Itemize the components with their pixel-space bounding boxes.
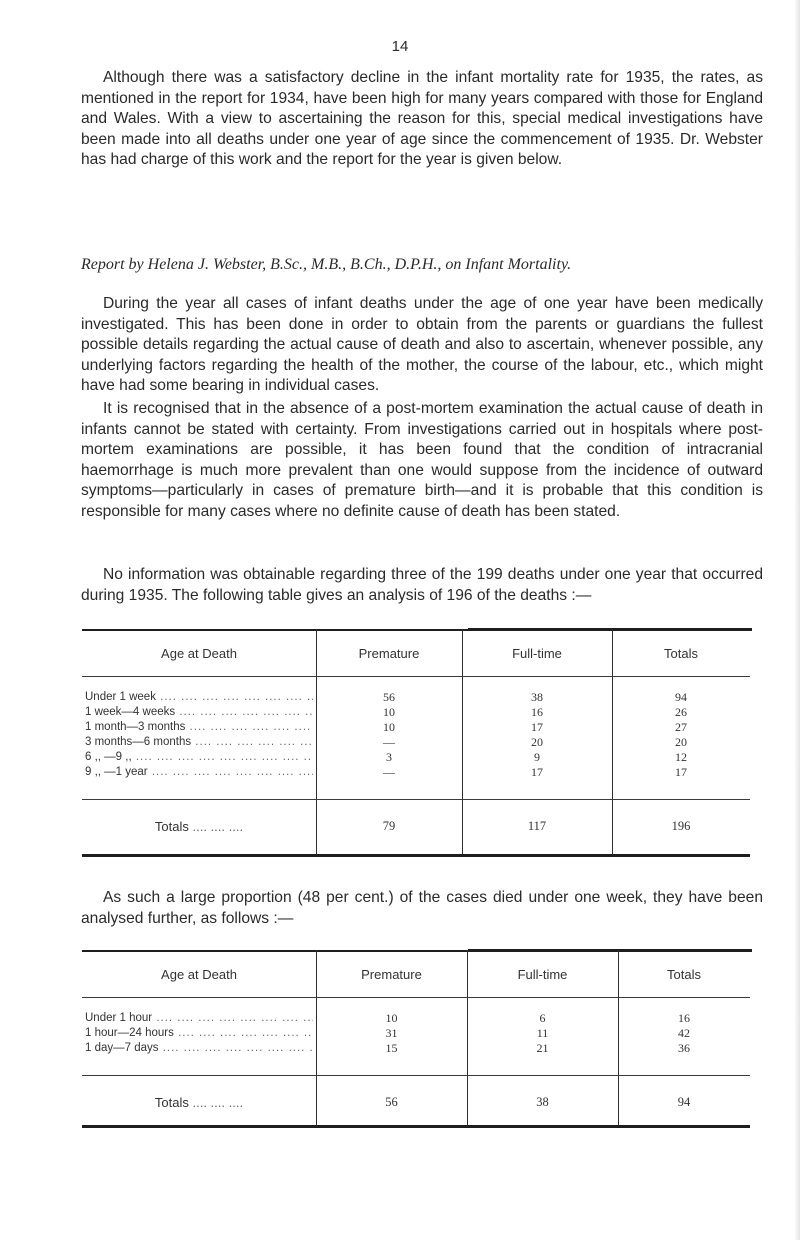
- paragraph-post-mortem: It is recognised that in the absence of a post-mortem examination the actual cause of death in infants cannot be stated with certainty. From investigations carried out in hospitals where post-mortem examinations are possible, it has been found that the condition of intracranial haemorrhage is much more prevalent than one would suppose from the incidence of outward symptoms—particularly in cases of premature birth—and it is probable that this condition is responsible for many cases where no definite cause of death has been stated.: [81, 400, 763, 520]
- totals-label: Totals ....: [82, 1095, 316, 1110]
- row-age: 1 hour—24 hours ....: [85, 1026, 313, 1040]
- row-age: 1 day—7 days ....: [85, 1041, 313, 1055]
- row-age: Under 1 week ....: [85, 690, 313, 704]
- table-row: [82, 765, 750, 779]
- header-full-time: Full-time: [517, 967, 568, 982]
- table-rule: [82, 1125, 750, 1128]
- row-age: 1 month—3 months ....: [85, 720, 313, 734]
- row-age: 9 ,, —1 year ....: [85, 765, 313, 779]
- row-full-time: 9: [534, 750, 540, 764]
- row-totals: 17: [675, 765, 687, 779]
- page-edge-shadow: [794, 0, 800, 1240]
- under-one-week-table: [82, 950, 750, 1128]
- table-row: [82, 1041, 750, 1055]
- row-age: 6 ,, —9 ,, ....: [85, 750, 313, 764]
- header-rule: [82, 676, 750, 677]
- totals-totals: 196: [671, 819, 691, 833]
- row-age: Under 1 hour ....: [85, 1011, 313, 1025]
- row-totals: 27: [675, 720, 687, 734]
- table-rule: [468, 628, 752, 631]
- row-age: 1 week—4 weeks ....: [85, 705, 313, 719]
- row-full-time: 6: [539, 1011, 546, 1025]
- header-full-time: Full-time: [512, 646, 562, 661]
- header-rule: [82, 997, 750, 998]
- row-premature: 10: [385, 1011, 398, 1025]
- row-totals: 36: [678, 1041, 690, 1055]
- header-age-at-death: Age at Death: [161, 967, 237, 982]
- totals-totals: 94: [677, 1095, 691, 1109]
- row-totals: 94: [675, 690, 687, 704]
- row-full-time: 17: [531, 720, 543, 734]
- table-row: [82, 1011, 750, 1025]
- row-full-time: 38: [531, 690, 543, 704]
- totals-premature: 56: [385, 1095, 398, 1109]
- row-totals: 12: [675, 750, 687, 764]
- header-premature: Premature: [361, 967, 422, 982]
- totals-full-time: 38: [536, 1095, 549, 1109]
- row-premature: —: [383, 765, 395, 779]
- totals-full-time: 117: [527, 819, 547, 833]
- totals-label: Totals ....: [82, 819, 316, 834]
- totals-rule: [82, 1075, 750, 1076]
- table-row: [82, 705, 750, 719]
- row-full-time: 11: [536, 1026, 549, 1040]
- table-row: [82, 690, 750, 704]
- header-premature: Premature: [358, 646, 420, 661]
- row-premature: 3: [386, 750, 392, 764]
- totals-rule: [82, 799, 750, 800]
- page-number: 14: [391, 38, 409, 55]
- table-rule: [82, 854, 750, 857]
- table-rule: [468, 949, 752, 952]
- table-row: [82, 1026, 750, 1040]
- header-totals: Totals: [664, 646, 698, 661]
- row-full-time: 20: [531, 735, 543, 749]
- row-totals: 20: [675, 735, 687, 749]
- row-premature: —: [383, 735, 395, 749]
- deaths-by-age-table: [82, 629, 750, 857]
- totals-premature: 79: [382, 819, 396, 833]
- row-full-time: 16: [531, 705, 543, 719]
- row-totals: 16: [678, 1011, 690, 1025]
- table-row: [82, 720, 750, 734]
- row-premature: 31: [385, 1026, 398, 1040]
- table-row: [82, 735, 750, 749]
- row-full-time: 21: [536, 1041, 549, 1055]
- intro-paragraph: Although there was a satisfactory decline in the infant mortality rate for 1935, the rates, as mentioned in the report for 1934, have been high for many years compared with those for England and Wales. With a view to ascertaining the reason for this, special medical investigations have been made into all deaths under one year of age since the commencement of 1935. Dr. Webster has had charge of this work and the report for the year is given below.: [81, 69, 763, 168]
- paragraph-investigation: During the year all cases of infant deaths under the age of one year have been medically investigated. This has been done in order to obtain from the parents or guardians the fullest possible details regarding the actual cause of death and also to ascertain, whenever possible, any underlying factors regarding the health of the mother, the course of the labour, etc., which might have had some bearing in individual cases.: [81, 295, 763, 394]
- header-age-at-death: Age at Death: [161, 646, 237, 661]
- row-full-time: 17: [531, 765, 543, 779]
- row-totals: 26: [675, 705, 687, 719]
- row-age: 3 months—6 months ....: [85, 735, 313, 749]
- paragraph-table-intro: No information was obtainable regarding three of the 199 deaths under one year that occurred during 1935. The following table gives an analysis of 196 of the deaths :—: [81, 566, 763, 604]
- table-row: [82, 750, 750, 764]
- row-premature: 15: [385, 1041, 398, 1055]
- row-premature: 10: [383, 705, 395, 719]
- row-totals: 42: [678, 1026, 690, 1040]
- paragraph-further-analysis: As such a large proportion (48 per cent.) of the cases died under one week, they have been analysed further, as follows :—: [81, 889, 763, 927]
- header-totals: Totals: [667, 967, 701, 982]
- report-heading: Report by Helena J. Webster, B.Sc., M.B., B.Ch., D.P.H., on Infant Mortality.: [81, 256, 572, 273]
- row-premature: 56: [383, 690, 395, 704]
- row-premature: 10: [383, 720, 395, 734]
